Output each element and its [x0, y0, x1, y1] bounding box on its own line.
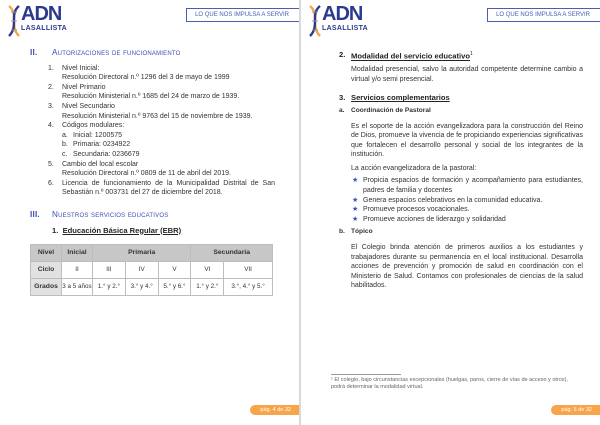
code-item: [62, 131, 275, 141]
star-icon: ★: [352, 177, 359, 185]
list-item: [351, 205, 583, 215]
logo-subtext: LASALLISTA: [21, 25, 68, 32]
item-label: Nivel Inicial:: [62, 64, 100, 72]
table-header: Primaria: [93, 245, 191, 262]
ebr-table: [30, 244, 273, 296]
row-header: Ciclo: [31, 262, 62, 279]
table-header: Secundaria: [191, 245, 273, 262]
item-number: 1.: [48, 64, 54, 72]
bullet-list: [351, 176, 583, 224]
code-letter: a.: [62, 131, 68, 139]
page-number: pág. 5 de 32: [551, 405, 600, 415]
subsection-number: 2.: [339, 50, 346, 59]
item-detail: Resolución Ministerial n.º 1685 del 24 de marzo de 1939.: [62, 93, 240, 101]
item-label: Nivel Secundario: [62, 102, 115, 110]
dna-icon: [6, 4, 22, 38]
list-item: [48, 160, 275, 179]
table-cell: VI: [191, 262, 224, 279]
tagline-banner: LO QUE NOS IMPULSA A SERVIR: [186, 8, 299, 22]
footnote-marker: 1: [470, 51, 473, 57]
paragraph: La acción evangelizadora de la pastoral:: [351, 164, 477, 172]
item-number: 2.: [48, 83, 54, 91]
tagline-banner: LO QUE NOS IMPULSA A SERVIR: [487, 8, 600, 22]
item-number: 5.: [48, 160, 54, 168]
item-detail: Resolución Ministerial n.º 9763 del 15 de noviembre de 1939.: [62, 112, 253, 120]
section-number: II.: [30, 48, 38, 57]
table-cell: 5.° y 6.°: [158, 279, 191, 296]
table-cell: 1.° y 2.°: [93, 279, 126, 296]
item-number: 3.: [48, 102, 54, 110]
table-cell: II: [62, 262, 93, 279]
code-letter: b.: [62, 141, 68, 149]
footnote: ¹ El colegio, bajo circunstancias excepcionales (huelgas, paros, cierre de vías de acceso y otros), podrá determinar la modalidad virtual.: [331, 377, 568, 390]
table-cell: 3 a 5 años: [62, 279, 93, 296]
item-title: Tópico: [351, 228, 373, 236]
logo-text: ADN: [21, 3, 62, 25]
code-letter: c.: [62, 150, 68, 158]
star-icon: ★: [352, 206, 359, 214]
table-cell: IV: [125, 262, 158, 279]
star-icon: ★: [352, 215, 359, 223]
item-label: Códigos modulares:: [62, 122, 125, 130]
item-number: 4.: [48, 122, 54, 130]
section-title: Autorizaciones de funcionamiento: [52, 48, 181, 57]
subsection-heading: [339, 93, 583, 103]
page-left: [0, 0, 299, 425]
table-cell: III: [93, 262, 126, 279]
footnote-divider: [331, 374, 401, 375]
subsection-heading: [30, 226, 275, 236]
section-title: Nuestros servicios educativos: [52, 209, 169, 219]
subsection-title: Servicios complementarios: [351, 93, 450, 103]
table-cell: 3.°, 4.° y 5.°: [224, 279, 273, 296]
logo: [307, 4, 367, 38]
page-number: pág. 4 de 32: [250, 405, 299, 415]
page-right: [301, 0, 600, 425]
right-content: [339, 50, 583, 291]
table-header: Inicial: [62, 245, 93, 262]
item-label: Nivel Primario: [62, 83, 106, 91]
star-icon: ★: [352, 196, 359, 204]
item-heading: [339, 227, 583, 237]
paragraph: Modalidad presencial, salvo la autoridad competente determine cambio a virtual y/o semi presencial.: [351, 66, 583, 83]
item-letter: b.: [339, 228, 345, 236]
bullet-text: Genera espacios celebrativos en la comunidad educativa.: [363, 196, 543, 204]
list-item: [48, 102, 275, 121]
logo-subtext: LASALLISTA: [322, 25, 369, 32]
list-item: [48, 179, 275, 198]
item-title: Coordinación de Pastoral: [351, 106, 431, 114]
code-text: Primaria: 0234922: [73, 141, 131, 149]
list-item: [48, 121, 275, 159]
authorization-list: [30, 64, 275, 198]
item-number: 6.: [48, 179, 54, 187]
subsection-title: Educación Básica Regular (EBR): [62, 225, 182, 235]
logo: [6, 4, 66, 38]
list-item: [48, 64, 275, 83]
bullet-text: Promueve acciones de liderazgo y solidaridad: [363, 215, 506, 223]
item-heading: [339, 106, 583, 116]
row-header: Grados: [31, 279, 62, 296]
subsection-number: 3.: [339, 93, 346, 103]
paragraph: El Colegio brinda atención de primeros auxilios a los estudiantes y trabajadores durante su permanencia en el local institucional. Desarrolla acciones de prevención y promoción de salud en coordinación con el Ministerio de Salud. Contamos con profesionales de ciencias de la salud habilitados.: [351, 244, 583, 290]
table-header-row: [31, 245, 273, 262]
bullet-text: Propicia espacios de formación y acompañamiento para estudiantes, padres de familia y docentes: [363, 177, 583, 195]
table-cell: VII: [224, 262, 273, 279]
section-heading: [30, 210, 275, 220]
section-heading: [30, 48, 275, 58]
table-header: Nivel: [31, 245, 62, 262]
subsection-heading: [339, 50, 583, 61]
item-letter: a.: [339, 106, 345, 114]
list-item: [48, 83, 275, 102]
item-label: Licencia de funcionamiento de la Municipalidad Distrital de San Sebastián n.º 003731 del 27 de diciembre del 2018.: [62, 179, 275, 197]
code-text: Inicial: 1200575: [73, 131, 123, 139]
paragraph: Es el soporte de la acción evangelizadora para la construcción del Reino de Dios, promueve la vivencia de fe propiciando experiencias significativas que fortalecen el desarrollo personal y social de los integrantes de la institución.: [351, 122, 583, 159]
subsection-number: 1.: [52, 225, 59, 235]
logo-text: ADN: [322, 3, 363, 25]
item-detail: Resolución Directoral n.º 1296 del 3 de mayo de 1999: [62, 74, 230, 82]
table-cell: 1.° y 2.°: [191, 279, 224, 296]
section-number: III.: [30, 209, 40, 219]
list-item: [351, 196, 583, 206]
list-item: [351, 176, 583, 195]
item-detail: Resolución Directoral n.º 0809 de 11 de abril del 2019.: [62, 170, 231, 178]
left-content: [30, 48, 275, 296]
table-row: [31, 262, 273, 279]
code-item: [62, 150, 275, 160]
table-cell: V: [158, 262, 191, 279]
table-row: [31, 279, 273, 296]
subsection-title: Modalidad del servicio educativo: [351, 51, 471, 61]
item-label: Cambio del local escolar: [62, 160, 139, 168]
dna-icon: [307, 4, 323, 38]
bullet-text: Promueve procesos vocacionales.: [363, 206, 470, 214]
table-cell: 3.° y 4.°: [125, 279, 158, 296]
code-text: Secundaria: 0236679: [73, 150, 140, 158]
code-item: [62, 140, 275, 150]
list-item: [351, 215, 583, 225]
